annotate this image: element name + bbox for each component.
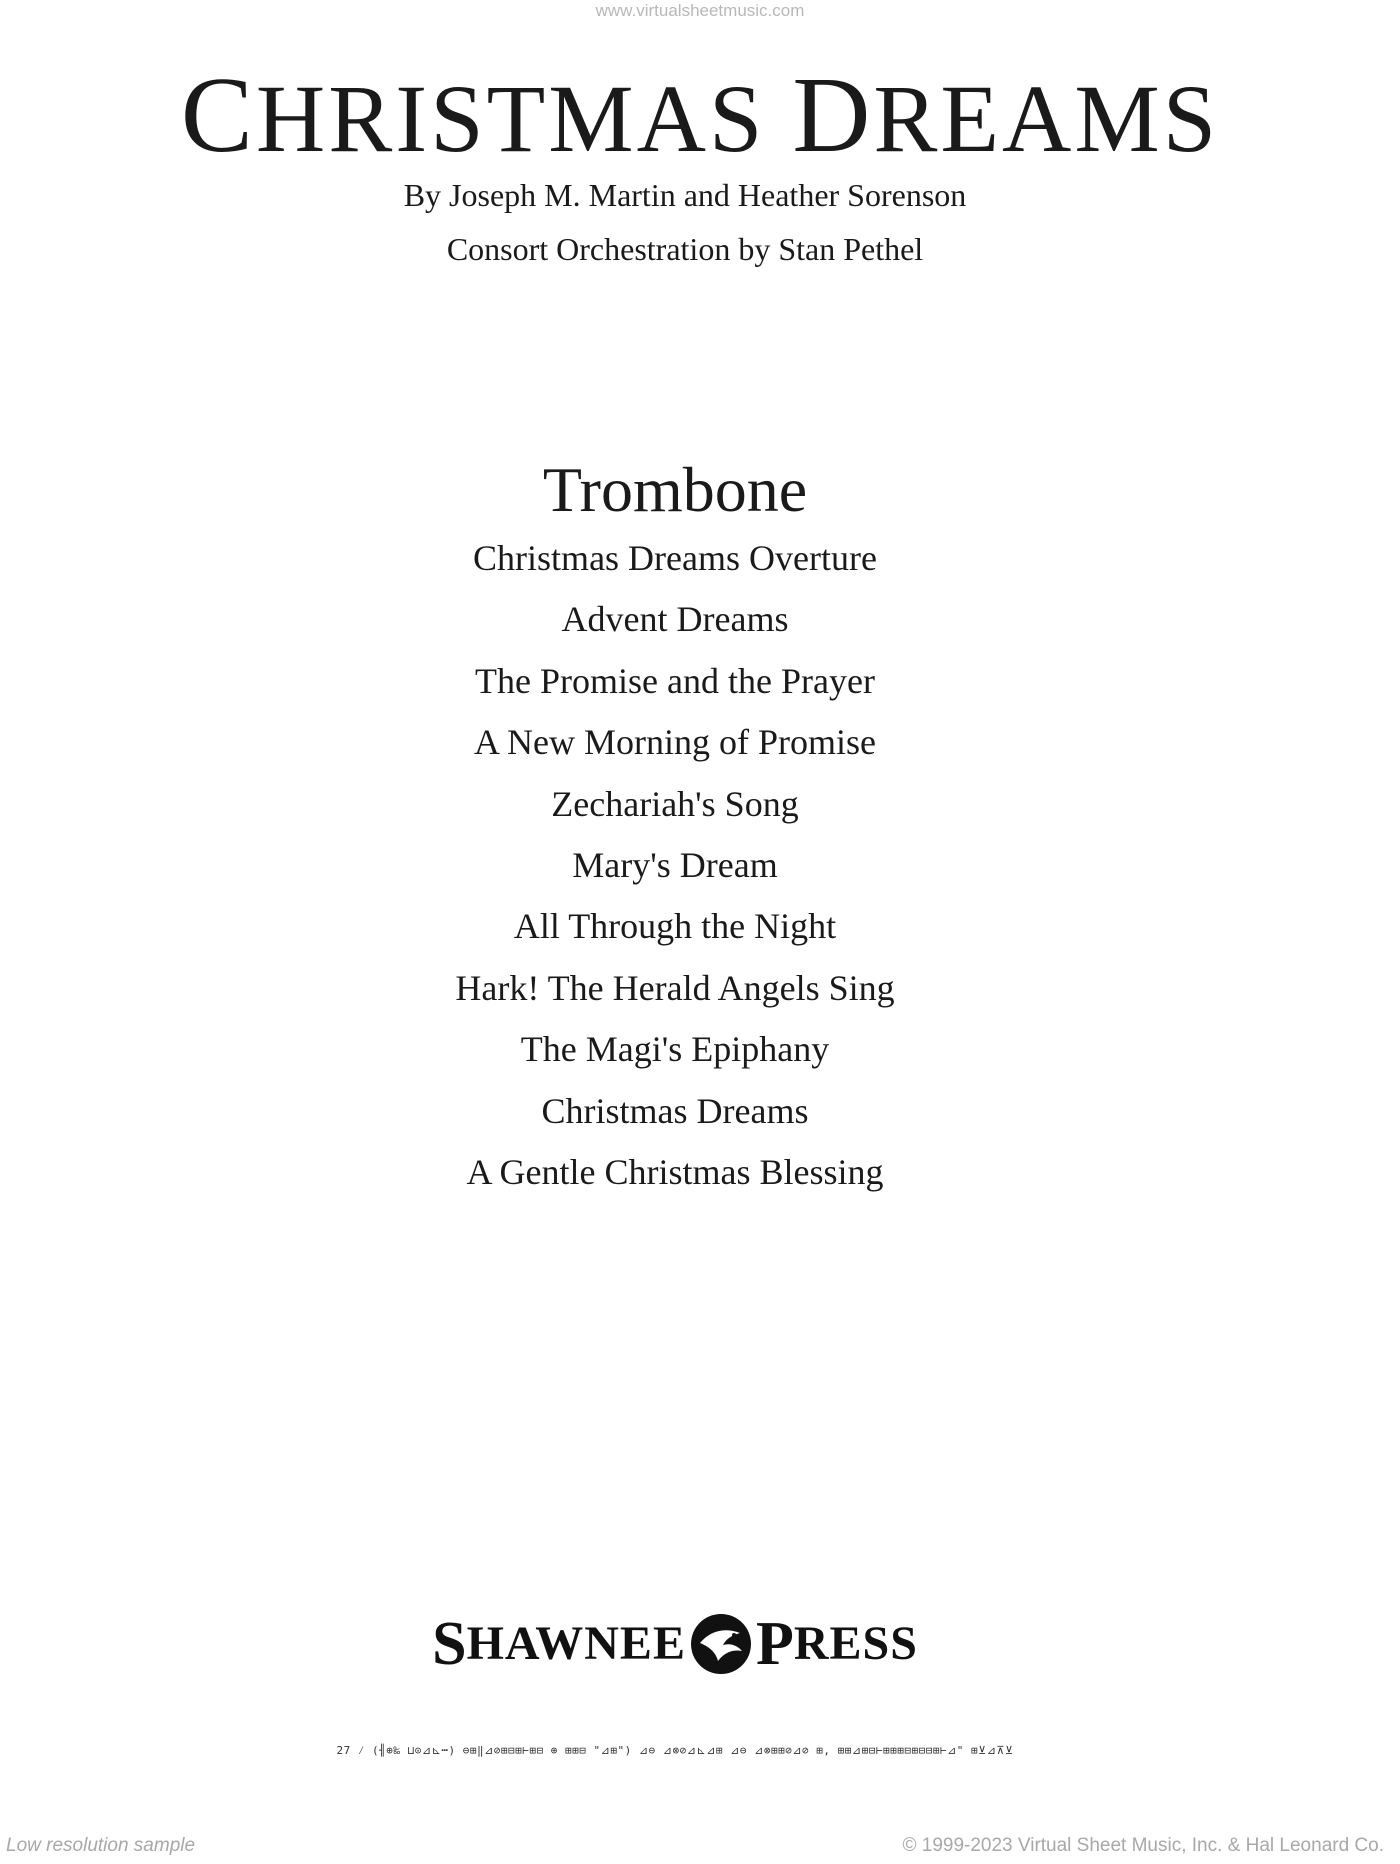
low-resolution-notice: Low resolution sample [6,1835,196,1856]
publisher-s-rest: HAWNEE [466,1617,686,1670]
title-second-cap: D [792,56,874,175]
list-item: Christmas Dreams [541,1090,809,1131]
authors-credit: By Joseph M. Martin and Heather Sorenson [403,177,967,213]
list-item: Hark! The Herald Angels Sing [455,967,895,1008]
fine-print-code: 27 ⁄ (╢⊕‰ ⊔⊙⊿⊾┅) ⊖⊞‖⊿⊘⊞⊟⊞⊢⊞⊟ ⊕ ⊞⊞⊟ "⊿⊞") ⊿⊖ ⊿⊗⊘⊿⊾⊿⊞ ⊿⊖ ⊿⊗⊞⊞⊘⊿⊘ ⊞, ⊞⊞⊿⊞⊟⊢⊞⊞⊞⊟⊞⊟⊟⊞⊢⊿" ⊞⊻⊿⊼⊻ [336,1744,1014,1757]
publisher-p-rest: RESS [793,1617,918,1670]
title-first-rest: HRISTMAS [255,65,766,172]
title-second-rest: REAMS [873,65,1220,172]
list-item: All Through the Night [513,906,837,947]
list-item: Christmas Dreams Overture [473,538,877,578]
page-title [0,56,1400,179]
list-item: Zechariah's Song [551,783,799,824]
credits-block [0,168,1400,276]
publisher-s-cap: S [432,1610,467,1678]
list-item: Advent Dreams [561,599,789,640]
publisher-p-cap: P [755,1610,794,1678]
list-item: The Promise and the Prayer [475,660,875,701]
list-item: A Gentle Christmas Blessing [466,1152,884,1193]
list-item: Mary's Dream [572,845,778,886]
contents-list [0,528,1350,1203]
dove-icon [690,1613,752,1675]
instrument-heading: Trombone [542,454,808,525]
copyright-notice: © 1999-2023 Virtual Sheet Music, Inc. & Hal Leonard Co. [902,1835,1384,1856]
bottom-watermark-bar [0,1828,1400,1864]
list-item: The Magi's Epiphany [520,1029,830,1070]
publisher-logo [0,1608,1350,1680]
orchestration-credit: Consort Orchestration by Stan Pethel [446,231,924,267]
title-first-cap: C [180,56,256,175]
list-item: A New Morning of Promise [474,722,876,763]
watermark-top-url: www.virtualsheetmusic.com [595,1,805,20]
